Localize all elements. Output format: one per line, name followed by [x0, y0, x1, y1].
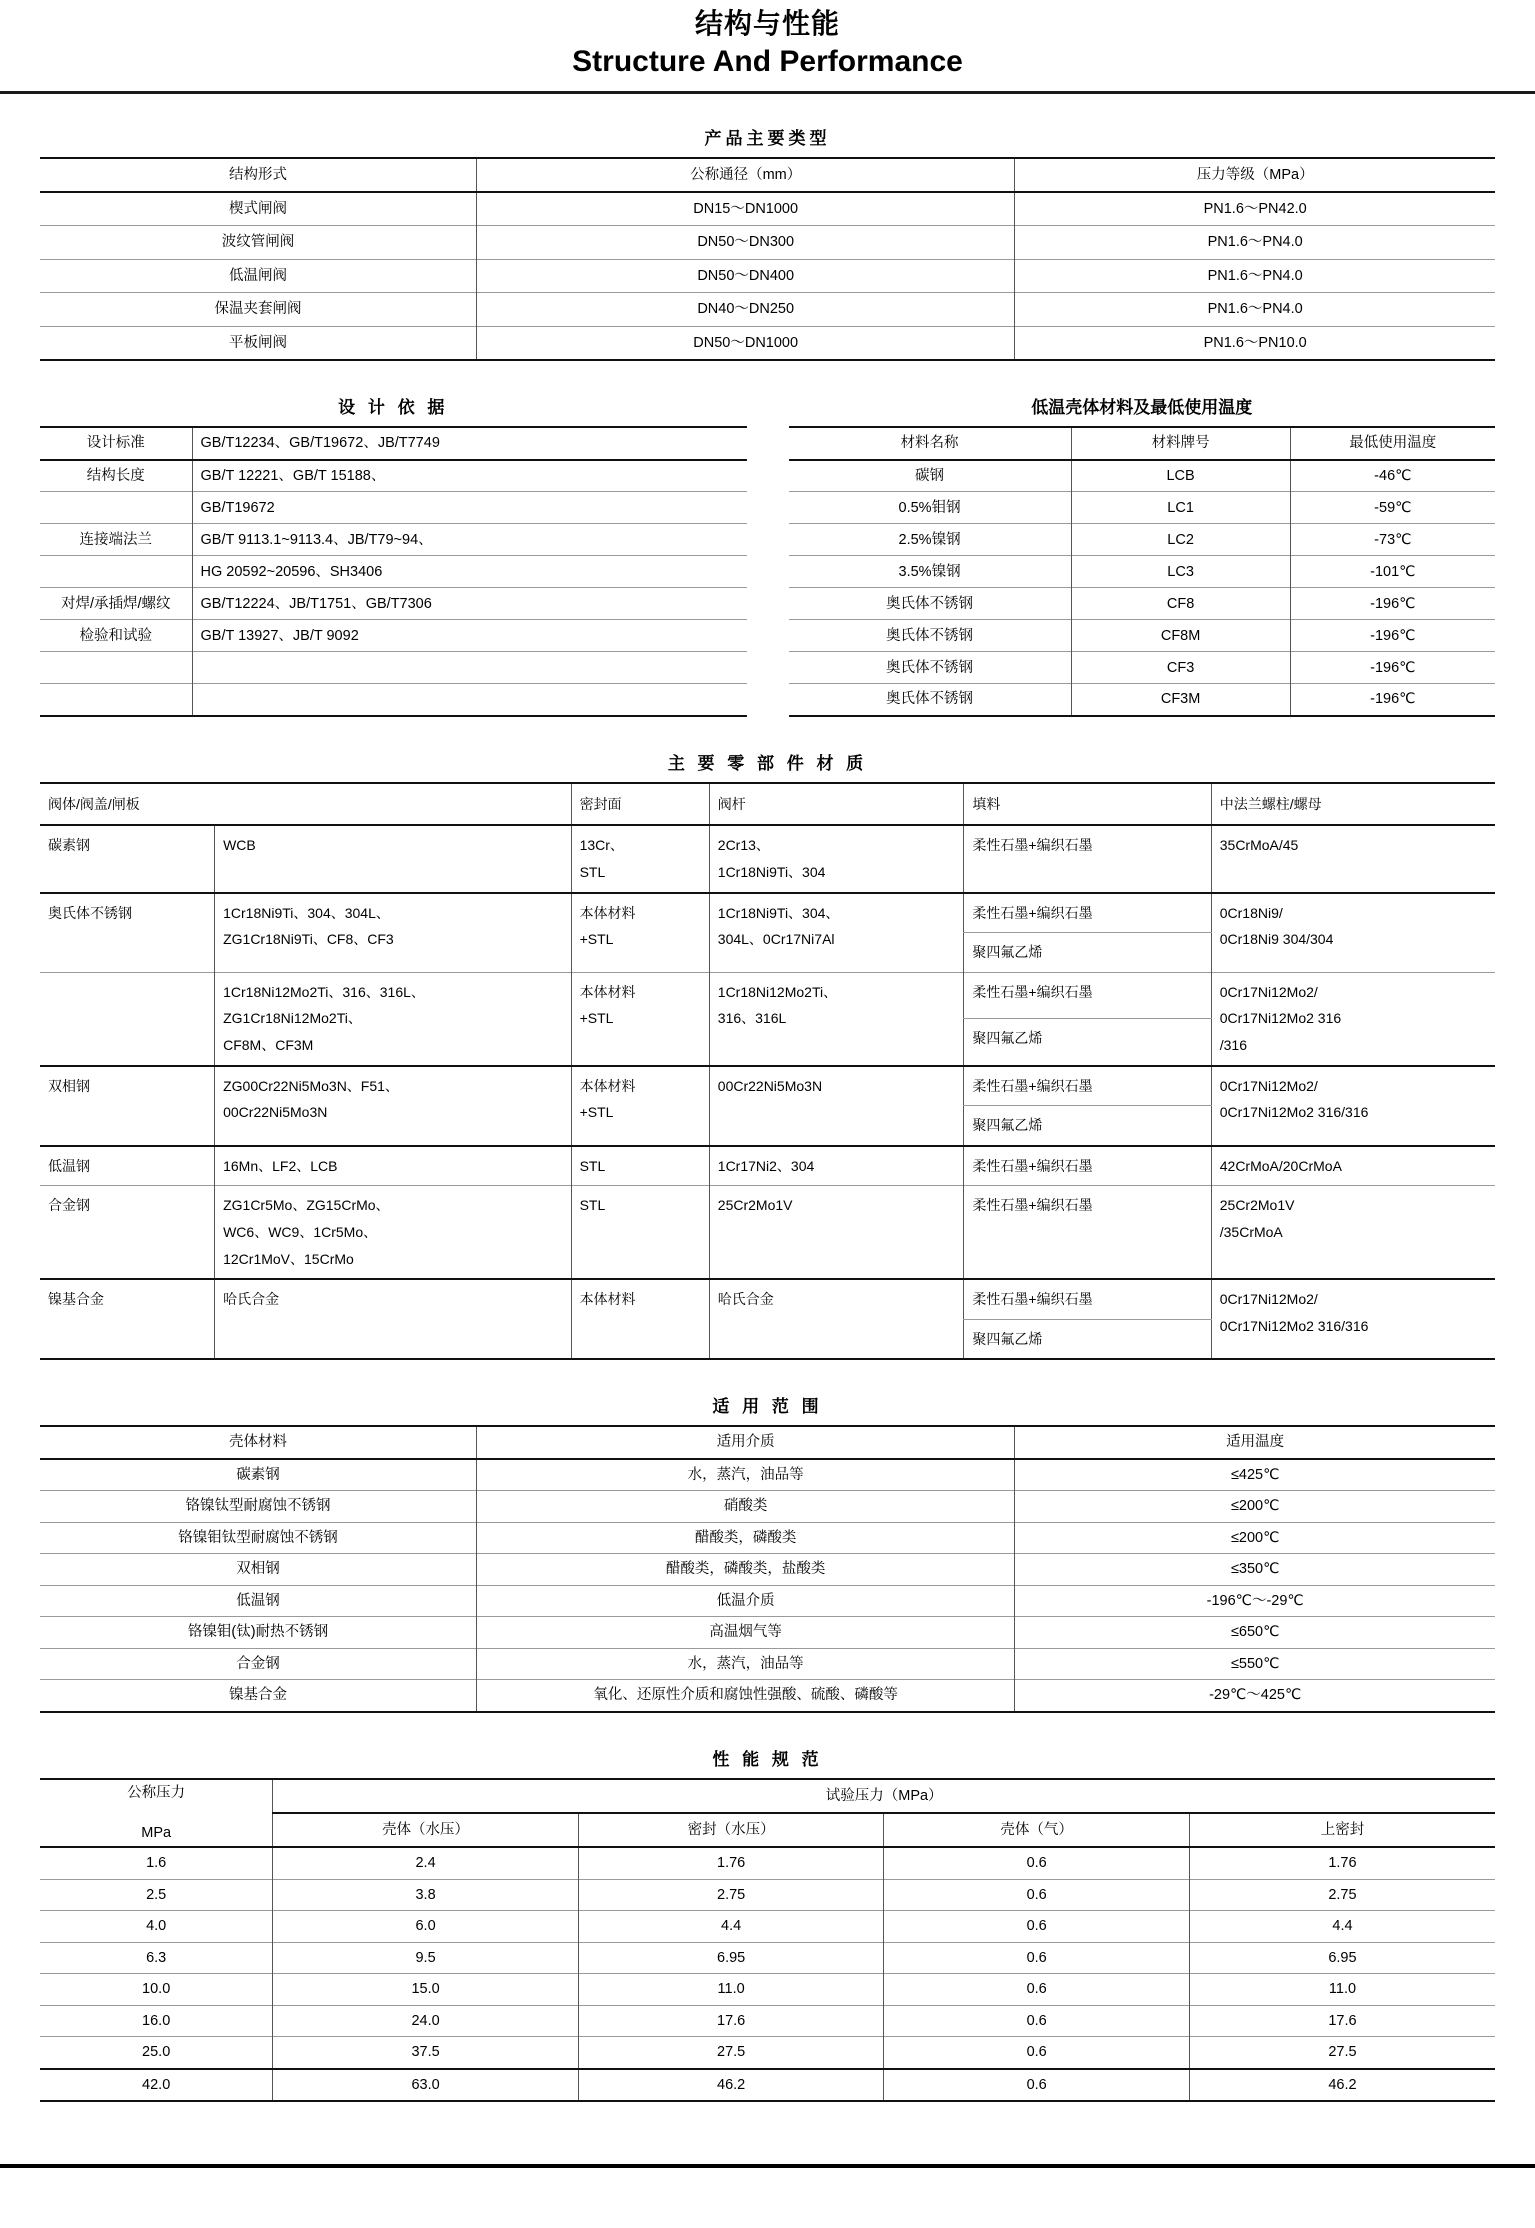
cell-shell-material: 铬镍钛型耐腐蚀不锈钢 [185, 1498, 331, 1515]
cell-structure: 低温闸阀 [229, 267, 287, 284]
product-types-table [40, 157, 1495, 362]
cell-shell-hydro: 3.8 [273, 1879, 579, 1910]
cell-body: ZG00Cr22Ni5Mo3N、F51、 00Cr22Ni5Mo3N [215, 1066, 571, 1146]
cell-medium: 水，蒸汽，油品等 [477, 1459, 1015, 1491]
col-header-packing: 填料 [964, 783, 1211, 826]
cell-shell-material: 碳素钢 [236, 1466, 280, 1483]
cell-body: 1Cr18Ni12Mo2Ti、316、316L、 ZG1Cr18Ni12Mo2Ti、 CF8M、CF3M [215, 972, 571, 1065]
col-header-shell-gas: 壳体（气） [884, 1813, 1190, 1847]
cell-bolt: 0Cr17Ni12Mo2/ 0Cr17Ni12Mo2 316/316 [1211, 1279, 1495, 1359]
section-title-performance: 性 能 规 范 [712, 1749, 823, 1769]
cell-design-key: 连接端法兰 [79, 531, 152, 548]
cell-design-value: GB/T 9113.1~9113.4、JB/T79~94、 [192, 524, 747, 556]
cell-material-grade: CF3 [1071, 652, 1290, 684]
table-row [40, 825, 1495, 892]
table-row [40, 492, 747, 524]
cell-min-temp: -59℃ [1290, 492, 1495, 524]
table-row [789, 620, 1496, 652]
cell-body: 16Mn、LF2、LCB [215, 1146, 571, 1186]
cell-back-seal: 11.0 [1189, 1974, 1495, 2005]
cell-structure: 平板闸阀 [229, 334, 287, 351]
table-row [40, 1554, 1495, 1585]
cell-category: 低温钢 [48, 1157, 90, 1174]
cell-shell-material: 双相钢 [236, 1561, 280, 1578]
cell-back-seal: 17.6 [1189, 2005, 1495, 2036]
cell-material-grade: LC1 [1071, 492, 1290, 524]
table-header-row [40, 1426, 1495, 1458]
cell-bore: DN50～DN1000 [477, 326, 1015, 360]
page-title-cn: 结构与性能 [694, 8, 840, 39]
cell-category: 合金钢 [48, 1197, 90, 1214]
cell-category [40, 972, 215, 1065]
table-row [40, 460, 747, 492]
table-row [789, 556, 1496, 588]
lowtemp-material-table [789, 426, 1496, 716]
cell-stem: 1Cr18Ni12Mo2Ti、 316、316L [709, 972, 964, 1065]
cell-shell-material: 低温钢 [236, 1592, 280, 1609]
cell-shell-gas: 0.6 [884, 1942, 1190, 1973]
cell-material-grade: CF8 [1071, 588, 1290, 620]
cell-seal: 本体材料 +STL [571, 1066, 709, 1146]
spacer-before-range [40, 1360, 1495, 1392]
cell-medium: 高温烟气等 [477, 1617, 1015, 1648]
cell-shell-hydro: 9.5 [273, 1942, 579, 1973]
cell-stem: 1Cr17Ni2、304 [709, 1146, 964, 1186]
cell-shell-hydro: 63.0 [273, 2069, 579, 2101]
table-header-row [40, 1779, 1495, 1813]
cell-min-temp: -101℃ [1290, 556, 1495, 588]
cell-shell-hydro: 2.4 [273, 1847, 579, 1879]
col-header-shell-hydro: 壳体（水压） [273, 1813, 579, 1847]
cell-shell-material: 镍基合金 [229, 1687, 287, 1704]
cell-seal-hydro: 1.76 [578, 1847, 884, 1879]
cell-nominal-pressure: 16.0 [142, 2012, 171, 2029]
cell-medium: 水，蒸汽，油品等 [477, 1648, 1015, 1679]
cell-category: 奥氏体不锈钢 [48, 904, 132, 921]
cell-bore: DN40～DN250 [477, 293, 1015, 326]
cell-temperature: -196℃～-29℃ [1015, 1585, 1495, 1616]
cell-material-name: 0.5%钼钢 [898, 499, 961, 516]
cell-structure: 波纹管闸阀 [221, 234, 295, 251]
cell-shell-material: 合金钢 [236, 1655, 280, 1672]
cell-stem: 25Cr2Mo1V [709, 1186, 964, 1279]
col-header-bolt-nut: 中法兰螺柱/螺母 [1211, 783, 1495, 826]
cell-packing: 柔性石墨+编织石墨 [964, 1066, 1211, 1106]
table-row [40, 1942, 1495, 1973]
table-header-row [789, 427, 1496, 459]
table-row [40, 1522, 1495, 1553]
cell-pressure: PN1.6～PN4.0 [1015, 226, 1495, 259]
spacer-before-types [40, 94, 1495, 124]
cell-shell-hydro: 24.0 [273, 2005, 579, 2036]
section-title-parts-material: 主 要 零 部 件 材 质 [667, 753, 868, 773]
table-row [40, 259, 1495, 292]
table-row [40, 1847, 1495, 1879]
cell-back-seal: 46.2 [1189, 2069, 1495, 2101]
table-row [40, 2037, 1495, 2069]
cell-pressure: PN1.6～PN4.0 [1015, 293, 1495, 326]
cell-bolt: 35CrMoA/45 [1211, 825, 1495, 892]
cell-material-name: 奥氏体不锈钢 [886, 627, 974, 644]
cell-design-value: GB/T 13927、JB/T 9092 [192, 620, 747, 652]
cell-shell-gas: 0.6 [884, 1847, 1190, 1879]
cell-temperature: ≤350℃ [1015, 1554, 1495, 1585]
cell-back-seal: 4.4 [1189, 1911, 1495, 1942]
col-header-medium: 适用介质 [477, 1426, 1015, 1458]
section-title-applicable-range: 适 用 范 围 [712, 1397, 823, 1417]
cell-bolt: 42CrMoA/20CrMoA [1211, 1146, 1495, 1186]
cell-seal-hydro: 2.75 [578, 1879, 884, 1910]
table-row [40, 652, 747, 684]
cell-seal-hydro: 46.2 [578, 2069, 884, 2101]
table-row [40, 1617, 1495, 1648]
cell-seal: STL [571, 1146, 709, 1186]
cell-seal-hydro: 27.5 [578, 2037, 884, 2069]
cell-stem: 1Cr18Ni9Ti、304、 304L、0Cr17Ni7Al [709, 893, 964, 973]
cell-shell-gas: 0.6 [884, 2005, 1190, 2036]
cell-material-grade: LC2 [1071, 524, 1290, 556]
cell-temperature: ≤200℃ [1015, 1522, 1495, 1553]
cell-medium: 醋酸类，磷酸类 [477, 1522, 1015, 1553]
page-content [0, 94, 1535, 2103]
table-row [40, 427, 747, 459]
design-basis-block [40, 393, 747, 716]
cell-design-key [40, 492, 192, 524]
col-header-stem: 阀杆 [709, 783, 964, 826]
cell-design-value: GB/T 12221、GB/T 15188、 [192, 460, 747, 492]
table-row [40, 2005, 1495, 2036]
cell-material-name: 碳钢 [915, 467, 945, 484]
cell-material-grade: CF8M [1071, 620, 1290, 652]
lowtemp-material-block [789, 393, 1496, 716]
cell-design-value [192, 652, 747, 684]
cell-packing: 聚四氟乙烯 [964, 933, 1211, 973]
cell-shell-gas: 0.6 [884, 2037, 1190, 2069]
cell-material-name: 奥氏体不锈钢 [886, 691, 974, 708]
cell-structure: 楔式闸阀 [229, 200, 287, 217]
cell-pressure: PN1.6～PN10.0 [1015, 326, 1495, 360]
cell-back-seal: 1.76 [1189, 1847, 1495, 1879]
table-header-row [40, 783, 1495, 826]
table-row [789, 460, 1496, 492]
design-basis-table [40, 426, 747, 716]
cell-medium: 氧化、还原性介质和腐蚀性强酸、硫酸、磷酸等 [477, 1680, 1015, 1712]
table-row [40, 893, 1495, 933]
cell-packing: 柔性石墨+编织石墨 [964, 1279, 1211, 1319]
table-row [40, 1879, 1495, 1910]
table-row [789, 588, 1496, 620]
col-header-material-name: 材料名称 [900, 435, 959, 452]
cell-material-grade: LC3 [1071, 556, 1290, 588]
cell-bore: DN15～DN1000 [477, 192, 1015, 226]
cell-body: ZG1Cr5Mo、ZG15CrMo、 WC6、WC9、1Cr5Mo、 12Cr1MoV、15CrMo [215, 1186, 571, 1279]
table-row [789, 492, 1496, 524]
table-row [40, 1279, 1495, 1319]
cell-nominal-pressure: 4.0 [146, 1918, 167, 1935]
cell-seal-hydro: 17.6 [578, 2005, 884, 2036]
cell-min-temp: -73℃ [1290, 524, 1495, 556]
cell-min-temp: -196℃ [1290, 684, 1495, 716]
table-row [789, 524, 1496, 556]
table-row [40, 326, 1495, 360]
cell-stem: 00Cr22Ni5Mo3N [709, 1066, 964, 1146]
cell-bore: DN50～DN400 [477, 259, 1015, 292]
nominal-pressure-unit: MPa [141, 1824, 172, 1841]
col-header-test-pressure-group: 试验压力（MPa） [273, 1779, 1495, 1813]
cell-packing: 柔性石墨+编织石墨 [964, 825, 1211, 892]
table-row [40, 556, 747, 588]
cell-material-name: 2.5%镍钢 [898, 531, 961, 548]
col-header-temperature: 适用温度 [1015, 1426, 1495, 1458]
cell-packing: 柔性石墨+编织石墨 [964, 1186, 1211, 1279]
cell-temperature: ≤550℃ [1015, 1648, 1495, 1679]
cell-design-value: GB/T19672 [192, 492, 747, 524]
cell-temperature: -29℃～425℃ [1015, 1680, 1495, 1712]
cell-back-seal: 27.5 [1189, 2037, 1495, 2069]
cell-nominal-pressure: 25.0 [142, 2044, 171, 2061]
cell-design-key: 设计标准 [86, 435, 145, 452]
col-header-seal-hydro: 密封（水压） [578, 1813, 884, 1847]
cell-min-temp: -46℃ [1290, 460, 1495, 492]
cell-packing: 聚四氟乙烯 [964, 1019, 1211, 1066]
cell-shell-hydro: 6.0 [273, 1911, 579, 1942]
cell-bolt: 0Cr18Ni9/ 0Cr18Ni9 304/304 [1211, 893, 1495, 973]
col-header-shell-material: 壳体材料 [229, 1434, 287, 1451]
col-header-pressure: 压力等级（MPa） [1015, 158, 1495, 192]
col-header-nominal-pressure [40, 1779, 273, 1848]
cell-min-temp: -196℃ [1290, 588, 1495, 620]
cell-nominal-pressure: 10.0 [142, 1981, 171, 1998]
cell-shell-gas: 0.6 [884, 1911, 1190, 1942]
cell-back-seal: 6.95 [1189, 1942, 1495, 1973]
table-row [40, 1585, 1495, 1616]
cell-back-seal: 2.75 [1189, 1879, 1495, 1910]
cell-category: 镍基合金 [48, 1291, 104, 1308]
page-header [0, 0, 1535, 94]
applicable-range-table [40, 1425, 1495, 1712]
cell-seal: 本体材料 +STL [571, 972, 709, 1065]
cell-seal: 13Cr、 STL [571, 825, 709, 892]
cell-seal: 本体材料 [571, 1279, 709, 1359]
col-header-min-temp: 最低使用温度 [1290, 427, 1495, 459]
cell-design-value: HG 20592~20596、SH3406 [192, 556, 747, 588]
table-row [40, 1648, 1495, 1679]
cell-shell-gas: 0.6 [884, 2069, 1190, 2101]
col-header-body-bonnet-disc: 阀体/阀盖/闸板 [48, 795, 140, 812]
cell-stem: 2Cr13、 1Cr18Ni9Ti、304 [709, 825, 964, 892]
cell-material-name: 奥氏体不锈钢 [886, 595, 974, 612]
spacer-before-parts [40, 717, 1495, 749]
table-row [789, 652, 1496, 684]
cell-design-key [40, 556, 192, 588]
table-header-row [40, 158, 1495, 192]
cell-min-temp: -196℃ [1290, 620, 1495, 652]
cell-shell-hydro: 37.5 [273, 2037, 579, 2069]
spacer-before-perf [40, 1713, 1495, 1745]
cell-shell-material: 铬镍钼钛型耐腐蚀不锈钢 [178, 1529, 338, 1546]
nominal-pressure-label: 公称压力 [127, 1784, 186, 1801]
cell-body: 1Cr18Ni9Ti、304、304L、 ZG1Cr18Ni9Ti、CF8、CF3 [215, 893, 571, 973]
table-row [40, 1459, 1495, 1491]
cell-shell-material: 铬镍钼(钛)耐热不锈钢 [187, 1624, 329, 1641]
cell-seal: STL [571, 1186, 709, 1279]
cell-nominal-pressure: 42.0 [142, 2076, 171, 2093]
cell-nominal-pressure: 2.5 [146, 1886, 167, 1903]
cell-nominal-pressure: 6.3 [146, 1949, 167, 1966]
cell-shell-gas: 0.6 [884, 1879, 1190, 1910]
cell-shell-gas: 0.6 [884, 1974, 1190, 2005]
table-row [40, 620, 747, 652]
table-row [40, 588, 747, 620]
parts-material-table [40, 782, 1495, 1361]
cell-structure: 保温夹套闸阀 [214, 301, 302, 318]
cell-pressure: PN1.6～PN4.0 [1015, 259, 1495, 292]
cell-category: 双相钢 [48, 1077, 90, 1094]
cell-stem: 哈氏合金 [709, 1279, 964, 1359]
col-header-material-grade: 材料牌号 [1071, 427, 1290, 459]
page-title-en: Structure And Performance [572, 45, 963, 78]
cell-nominal-pressure: 1.6 [146, 1855, 167, 1872]
cell-medium: 硝酸类 [477, 1491, 1015, 1522]
cell-design-key [40, 684, 192, 716]
cell-body: WCB [215, 825, 571, 892]
cell-bore: DN50～DN300 [477, 226, 1015, 259]
col-header-back-seal: 上密封 [1189, 1813, 1495, 1847]
cell-material-name: 奥氏体不锈钢 [886, 659, 974, 676]
table-row [40, 226, 1495, 259]
cell-packing: 聚四氟乙烯 [964, 1319, 1211, 1359]
section-title-design-basis: 设 计 依 据 [338, 398, 449, 418]
table-row [40, 293, 1495, 326]
two-column-block [40, 393, 1495, 716]
cell-design-value [192, 684, 747, 716]
table-row [40, 972, 1495, 1018]
table-row [40, 1146, 1495, 1186]
cell-seal-hydro: 11.0 [578, 1974, 884, 2005]
cell-medium: 低温介质 [477, 1585, 1015, 1616]
table-row [40, 1680, 1495, 1712]
col-header-structure: 结构形式 [229, 166, 287, 183]
cell-seal-hydro: 4.4 [578, 1911, 884, 1942]
cell-seal-hydro: 6.95 [578, 1942, 884, 1973]
table-row [40, 1066, 1495, 1106]
cell-bolt: 0Cr17Ni12Mo2/ 0Cr17Ni12Mo2 316 /316 [1211, 972, 1495, 1065]
cell-temperature: ≤200℃ [1015, 1491, 1495, 1522]
cell-packing: 聚四氟乙烯 [964, 1106, 1211, 1146]
cell-body: 哈氏合金 [215, 1279, 571, 1359]
cell-packing: 柔性石墨+编织石墨 [964, 972, 1211, 1018]
cell-bolt: 0Cr17Ni12Mo2/ 0Cr17Ni12Mo2 316/316 [1211, 1066, 1495, 1146]
table-row [40, 2069, 1495, 2101]
cell-design-key [40, 652, 192, 684]
cell-bolt: 25Cr2Mo1V /35CrMoA [1211, 1186, 1495, 1279]
col-header-bore: 公称通径（mm） [477, 158, 1015, 192]
col-header-seat-face: 密封面 [571, 783, 709, 826]
table-row [40, 192, 1495, 226]
page-footer-divider [0, 2164, 1535, 2168]
cell-min-temp: -196℃ [1290, 652, 1495, 684]
section-title-lowtemp: 低温壳体材料及最低使用温度 [1031, 398, 1253, 418]
cell-design-value: GB/T12224、JB/T1751、GB/T7306 [192, 588, 747, 620]
cell-material-grade: CF3M [1071, 684, 1290, 716]
cell-design-key: 结构长度 [86, 467, 145, 484]
cell-packing: 柔性石墨+编织石墨 [964, 1146, 1211, 1186]
cell-packing: 柔性石墨+编织石墨 [964, 893, 1211, 933]
table-row [789, 684, 1496, 716]
cell-design-key: 检验和试验 [79, 627, 152, 644]
cell-shell-hydro: 15.0 [273, 1974, 579, 2005]
table-row [40, 1491, 1495, 1522]
cell-material-grade: LCB [1071, 460, 1290, 492]
cell-seal: 本体材料 +STL [571, 893, 709, 973]
cell-design-key: 对焊/承插焊/螺纹 [60, 595, 171, 612]
cell-design-value: GB/T12234、GB/T19672、JB/T7749 [192, 427, 747, 459]
table-row [40, 684, 747, 716]
cell-category: 碳素钢 [48, 837, 90, 854]
table-row [40, 524, 747, 556]
section-title-product-types: 产品主要类型 [704, 128, 831, 148]
cell-material-name: 3.5%镍钢 [898, 563, 961, 580]
cell-pressure: PN1.6～PN42.0 [1015, 192, 1495, 226]
cell-medium: 醋酸类，磷酸类，盐酸类 [477, 1554, 1015, 1585]
cell-temperature: ≤425℃ [1015, 1459, 1495, 1491]
table-row [40, 1974, 1495, 2005]
cell-temperature: ≤650℃ [1015, 1617, 1495, 1648]
table-row [40, 1186, 1495, 1279]
performance-spec-table [40, 1778, 1495, 2103]
spacer-before-design [40, 361, 1495, 393]
table-row [40, 1911, 1495, 1942]
